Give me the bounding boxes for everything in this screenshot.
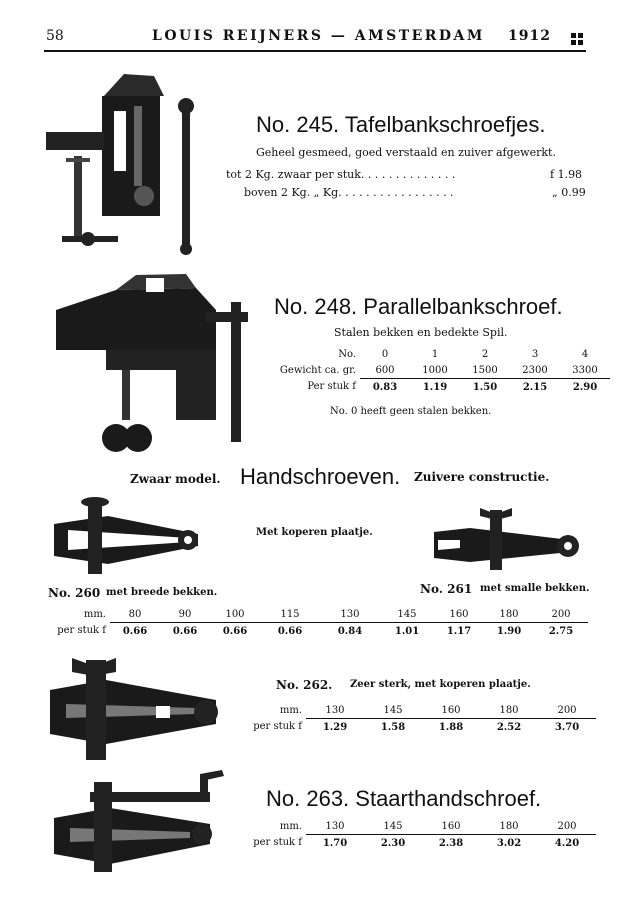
item-263-price: 2.38 xyxy=(422,835,480,852)
hand-price: 1.90 xyxy=(484,623,534,640)
item-261-number: No. 261 xyxy=(420,582,473,596)
item-263-size: 145 xyxy=(383,820,403,832)
hand-size: 145 xyxy=(397,608,417,620)
item-245-row1-label: tot 2 Kg. zwaar per stuk. . . . . . . . . . . . . . xyxy=(226,168,456,181)
item-245-title: No. 245. Tafelbankschroefjes. xyxy=(256,112,546,137)
item-248-no: 4 xyxy=(581,348,589,360)
hand-size: 115 xyxy=(280,608,300,620)
hand-size: 200 xyxy=(551,608,571,620)
tail-hand-vise-263-illustration xyxy=(50,768,230,880)
item-263-price: 1.70 xyxy=(306,835,364,852)
hand-left-note: Zwaar model. xyxy=(130,472,221,486)
item-263-size: 200 xyxy=(557,820,577,832)
item-263-price: 3.02 xyxy=(480,835,538,852)
item-263-size: 160 xyxy=(441,820,461,832)
hand-vise-261-illustration xyxy=(430,504,586,576)
hand-size: 160 xyxy=(449,608,469,620)
item-262-price: 1.58 xyxy=(364,719,422,736)
item-263-size: 180 xyxy=(499,820,519,832)
hand-price-label: per stuk f xyxy=(57,625,106,637)
item-262-number: No. 262. xyxy=(276,678,333,692)
item-263-table xyxy=(226,818,596,851)
item-263-size: 130 xyxy=(325,820,345,832)
item-248-weight: 1500 xyxy=(472,364,498,376)
item-262-mm-label: mm. xyxy=(279,704,302,716)
item-263-title: No. 263. Staarthandschroef. xyxy=(266,786,542,811)
hand-price: 1.01 xyxy=(380,623,434,640)
item-248-weight: 1000 xyxy=(422,364,448,376)
item-262-price: 1.88 xyxy=(422,719,480,736)
hand-vise-262-illustration xyxy=(46,654,222,764)
item-248-price: 2.90 xyxy=(560,379,610,396)
item-262-size: 200 xyxy=(557,704,577,716)
item-248-weight-label: Gewicht ca. gr. xyxy=(279,364,356,376)
item-248-price: 1.19 xyxy=(410,379,460,396)
header-rule xyxy=(44,50,586,52)
item-262-price: 1.29 xyxy=(306,719,364,736)
item-248-price-label: Per stuk f xyxy=(307,381,356,393)
item-262-size: 145 xyxy=(383,704,403,716)
table-vise-illustration xyxy=(44,66,204,256)
item-248-no: 1 xyxy=(431,348,439,360)
item-248-subtitle: Stalen bekken en bedekte Spil. xyxy=(334,326,508,339)
hand-price: 0.66 xyxy=(110,623,160,640)
item-263-mm-label: mm. xyxy=(279,820,302,832)
hand-vise-260-illustration xyxy=(48,494,208,582)
item-248-table xyxy=(258,346,610,395)
item-261-description: met smalle bekken. xyxy=(480,583,590,594)
hand-size: 180 xyxy=(499,608,519,620)
item-262-size: 160 xyxy=(441,704,461,716)
item-263-price: 2.30 xyxy=(364,835,422,852)
hand-size: 80 xyxy=(128,608,142,620)
item-262-size: 130 xyxy=(325,704,345,716)
item-245-subtitle: Geheel gesmeed, goed verstaald en zuiver afgewerkt. xyxy=(256,146,556,159)
item-248-weight: 600 xyxy=(375,364,395,376)
item-248-no: 2 xyxy=(481,348,489,360)
hand-mm-label: mm. xyxy=(83,608,106,620)
hand-section-title: Handschroeven. xyxy=(240,464,401,489)
item-262-price: 2.52 xyxy=(480,719,538,736)
item-248-no-label: No. xyxy=(338,348,356,360)
hand-price: 0.66 xyxy=(160,623,210,640)
hand-price: 0.66 xyxy=(210,623,260,640)
item-245-row2-label: boven 2 Kg. „ Kg. . . . . . . . . . . . . . . . . xyxy=(244,186,454,199)
hand-price: 1.17 xyxy=(434,623,484,640)
item-248-no: 3 xyxy=(531,348,539,360)
page-header-year: 1912 xyxy=(508,28,551,44)
item-245-row2-price: „ 0.99 xyxy=(552,186,586,199)
item-248-price: 0.83 xyxy=(360,379,410,396)
item-262-table xyxy=(226,702,596,735)
ornament-icon xyxy=(571,30,583,42)
item-260-number: No. 260 xyxy=(48,586,101,600)
item-262-description: Zeer sterk, met koperen plaatje. xyxy=(350,679,531,690)
parallel-vise-illustration xyxy=(46,270,252,460)
item-248-note: No. 0 heeft geen stalen bekken. xyxy=(330,406,492,417)
item-262-price: 3.70 xyxy=(538,719,596,736)
item-248-weight: 3300 xyxy=(572,364,598,376)
item-248-price: 2.15 xyxy=(510,379,560,396)
hand-price: 0.66 xyxy=(260,623,320,640)
item-260-description: met breede bekken. xyxy=(106,587,218,598)
hand-size: 130 xyxy=(340,608,360,620)
hand-price: 2.75 xyxy=(534,623,588,640)
hand-copper-note: Met koperen plaatje. xyxy=(256,527,373,538)
page-number: 58 xyxy=(46,28,64,44)
item-263-price-label: per stuk f xyxy=(253,837,302,849)
hand-size: 100 xyxy=(225,608,245,620)
hand-size: 90 xyxy=(178,608,192,620)
item-245-row1-price: f 1.98 xyxy=(550,168,583,181)
item-248-title: No. 248. Parallelbankschroef. xyxy=(274,294,563,319)
hand-price: 0.84 xyxy=(320,623,380,640)
item-263-price: 4.20 xyxy=(538,835,596,852)
item-248-weight: 2300 xyxy=(522,364,548,376)
page-header-title: LOUIS REIJNERS — AMSTERDAM xyxy=(152,28,485,44)
hand-right-note: Zuivere constructie. xyxy=(414,470,550,484)
item-248-price: 1.50 xyxy=(460,379,510,396)
item-262-price-label: per stuk f xyxy=(253,721,302,733)
hand-table xyxy=(44,606,588,639)
item-248-no: 0 xyxy=(381,348,389,360)
item-262-size: 180 xyxy=(499,704,519,716)
